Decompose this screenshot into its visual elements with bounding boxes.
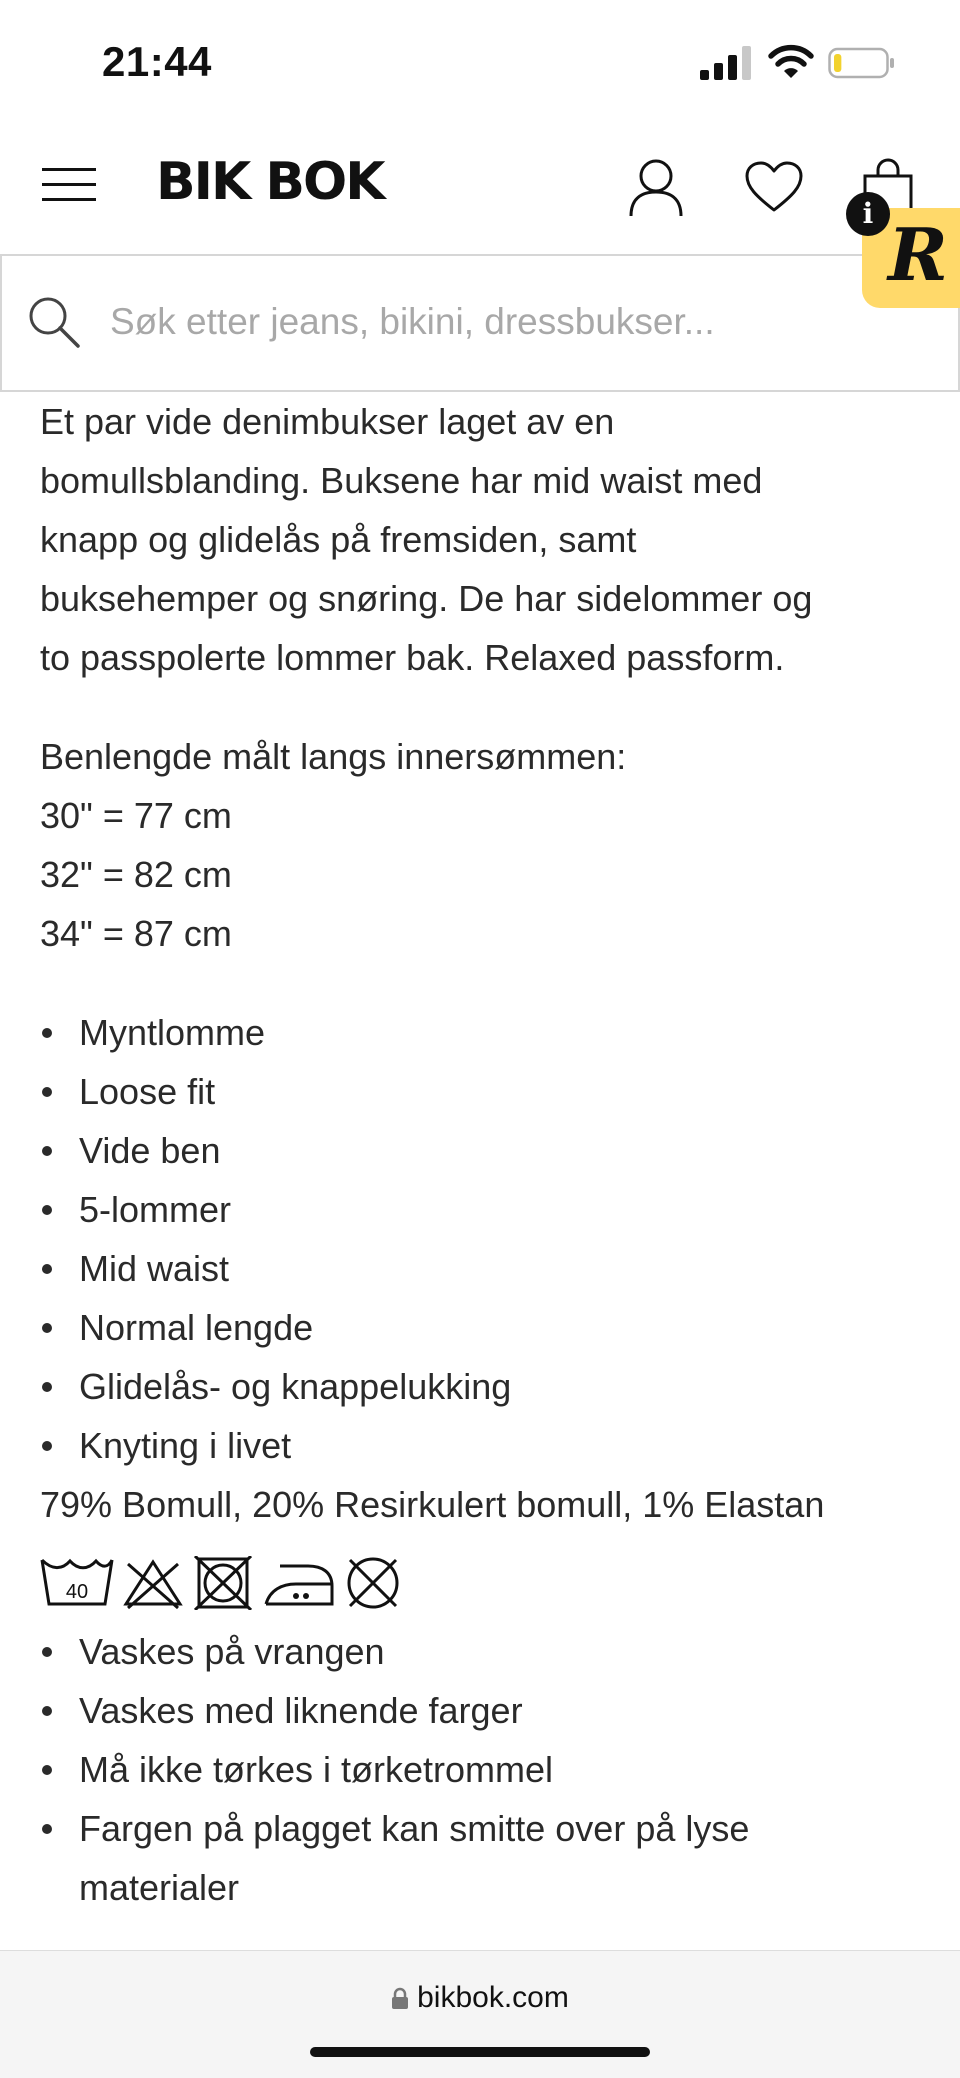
wash-temperature: 40 (65, 1581, 89, 1603)
search-bar (0, 254, 960, 392)
care-item: Må ikke tørkes i tørketrommel (40, 1740, 940, 1799)
care-item-text-continued: materialer (79, 1867, 240, 1908)
care-item: Vaskes på vrangen (40, 1622, 940, 1681)
r-badge-letter: R (888, 212, 948, 297)
feature-item: Myntlomme (40, 1003, 940, 1062)
description-line: knapp og glidelås på fremsiden, samt (40, 519, 637, 560)
care-item-text: Fargen på plagget kan smitte over på lyse (79, 1808, 750, 1849)
search-icon (26, 294, 82, 350)
product-details (40, 392, 940, 1917)
care-symbols (40, 1556, 940, 1612)
measure-title: Benlengde målt langs innersømmen: (40, 736, 627, 777)
feature-item: Mid waist (40, 1239, 940, 1298)
feature-item: Normal lengde (40, 1298, 940, 1357)
no-dry-clean-icon (342, 1556, 404, 1610)
wash-40-icon (40, 1556, 114, 1610)
description-line: to passpolerte lommer bak. Relaxed passform. (40, 637, 785, 678)
feature-item: Glidelås- og knappelukking (40, 1357, 940, 1416)
signal-icon (700, 46, 752, 80)
account-icon[interactable] (628, 158, 684, 218)
feature-list (40, 1003, 940, 1475)
site-header (0, 128, 960, 297)
lock-icon (391, 1987, 409, 2009)
status-bar (0, 0, 960, 128)
browser-url-bar[interactable] (0, 1950, 960, 2078)
feature-item: Knyting i livet (40, 1416, 940, 1475)
home-indicator[interactable] (310, 2047, 650, 2057)
measure-row: 34" = 87 cm (40, 913, 232, 954)
no-bleach-icon (122, 1556, 184, 1610)
url-text: bikbok.com (417, 1981, 569, 2014)
heart-icon[interactable] (744, 160, 804, 214)
status-time: 21:44 (102, 38, 212, 85)
product-description (40, 392, 940, 687)
measure-row: 32" = 82 cm (40, 854, 232, 895)
description-line: buksehemper og snøring. De har sidelommer og (40, 578, 813, 619)
no-tumble-dry-icon (192, 1556, 254, 1610)
bikbok-logo[interactable]: BIK BOK (156, 152, 384, 212)
wifi-icon (768, 44, 814, 80)
url-display[interactable] (0, 1981, 960, 2015)
feature-item: Vide ben (40, 1121, 940, 1180)
iron-low-icon (262, 1556, 334, 1610)
description-line: Et par vide denimbukser laget av en (40, 401, 615, 442)
material-composition: 79% Bomull, 20% Resirkulert bomull, 1% Elastan (40, 1484, 825, 1525)
care-instructions (40, 1622, 940, 1917)
feature-item: Loose fit (40, 1062, 940, 1121)
care-item: Vaskes med liknende farger (40, 1681, 940, 1740)
leg-length-measurements (40, 727, 940, 963)
measure-row: 30" = 77 cm (40, 795, 232, 836)
menu-icon[interactable] (42, 168, 96, 202)
description-line: bomullsblanding. Buksene har mid waist med (40, 460, 763, 501)
feature-item: 5-lommer (40, 1180, 940, 1239)
battery-icon (828, 46, 896, 80)
search-input[interactable] (110, 292, 930, 352)
care-item (40, 1799, 940, 1917)
info-icon[interactable]: i (846, 192, 890, 236)
